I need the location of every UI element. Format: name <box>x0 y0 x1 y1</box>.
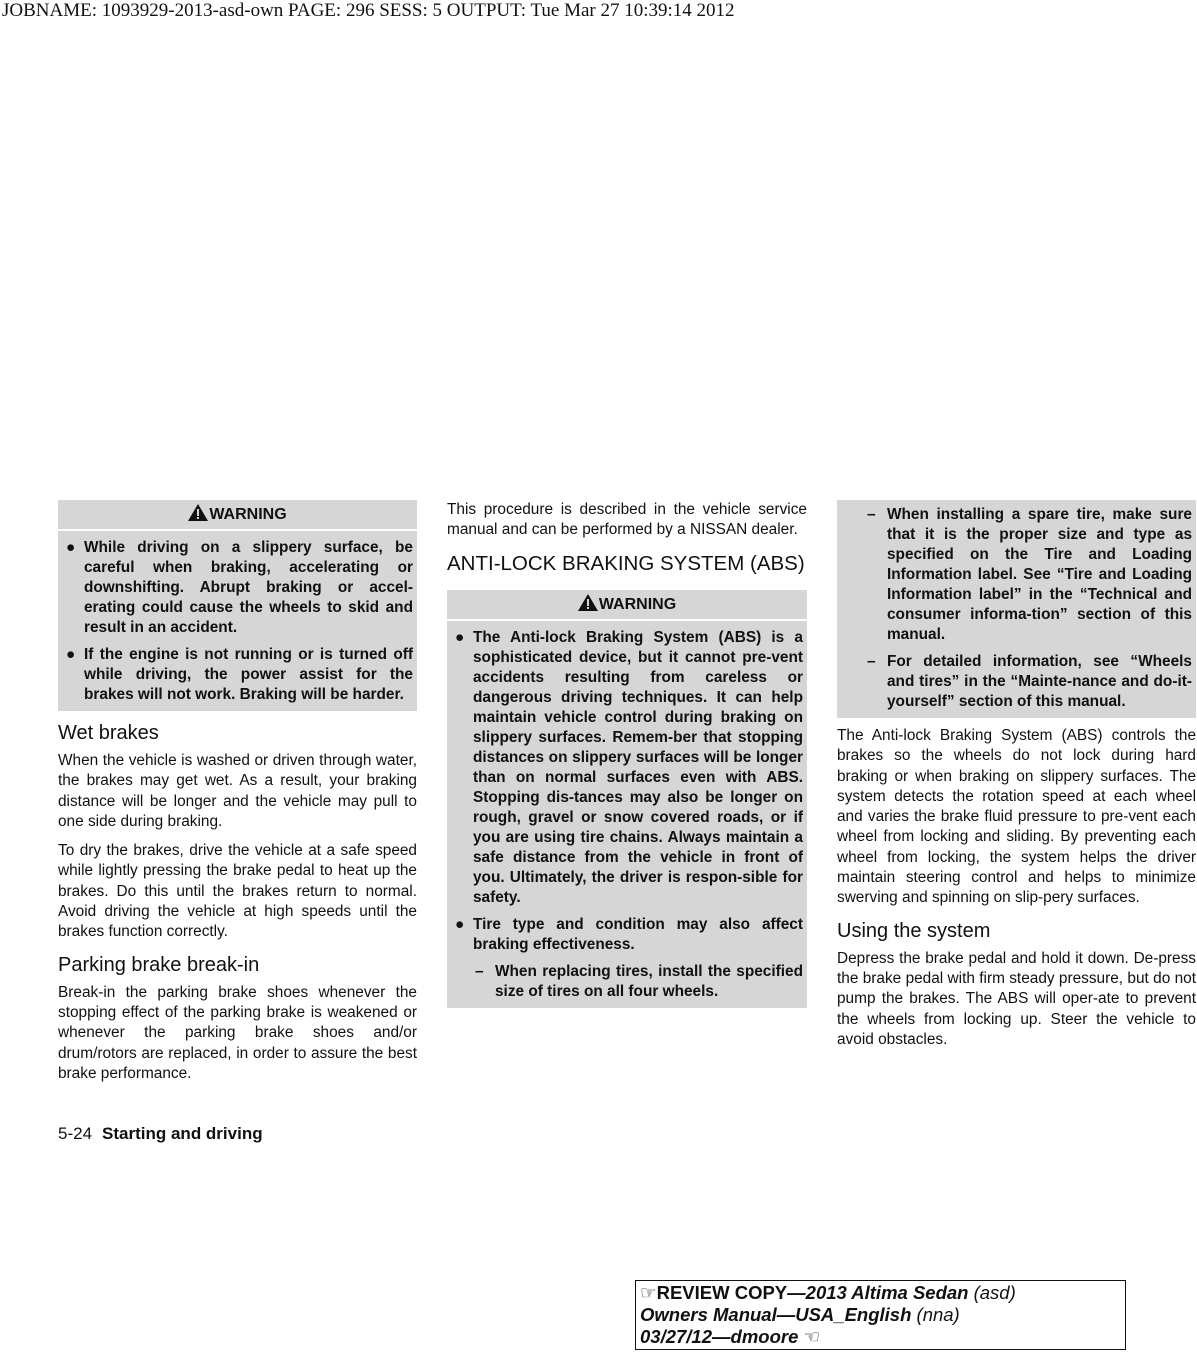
list-item <box>451 628 803 908</box>
paragraph: Depress the brake pedal and hold it down. De-press the brake pedal with firm steady pressure, but do not pump the brakes. The ABS will oper-ate to prevent the wheels from locking up. Steer the vehicle to avoid obstacles. <box>837 949 1196 1048</box>
section-name: Starting and driving <box>102 1124 263 1143</box>
warning-header <box>58 500 417 531</box>
heading-parking-brake: Parking brake break-in <box>58 953 260 976</box>
warning-title: WARNING <box>598 595 677 613</box>
review-code: (nna) <box>911 1304 960 1325</box>
warning-box-abs <box>447 590 807 1008</box>
page-footer <box>58 1124 263 1144</box>
warning-text: If the engine is not running or is turned off while driving, the power assist for the brakes will not work. Braking will be harder. <box>84 646 413 703</box>
paragraph: When the vehicle is washed or driven through water, the brakes may get wet. As a result, your braking distance will be longer and the vehicle may pull to one side during braking. <box>58 752 417 830</box>
paragraph: This procedure is described in the vehicle service manual and can be performed by a NISSAN dealer. <box>447 501 807 539</box>
warning-box-continued <box>837 500 1196 718</box>
review-line-1 <box>640 1282 1125 1304</box>
dash-text: When replacing tires, install the specified size of tires on all four wheels. <box>495 962 803 1000</box>
column-2 <box>447 500 807 1008</box>
review-prefix: REVIEW COPY— <box>656 1282 806 1303</box>
bullet-icon: ● <box>455 915 465 933</box>
paragraph: The Anti-lock Braking System (ABS) controls the brakes so the wheels do not lock during hard braking or when braking on slippery surfaces. The system detects the rotation speed at each wheel and varies the brake fluid pressure to pre-vent each wheel from locking and sliding. By preventing each wheel from locking, the system helps the driver maintain steering control and helps to minimize swerving and spinning on slip-pery surfaces. <box>837 727 1196 907</box>
list-item <box>62 538 413 638</box>
review-date: 03/27/12—dmoore <box>640 1326 799 1347</box>
hand-icon: ☜ <box>803 1326 821 1347</box>
review-line-2 <box>640 1304 1125 1326</box>
review-code: (asd) <box>968 1282 1016 1303</box>
page-number: 5-24 <box>58 1124 93 1143</box>
warning-header <box>447 590 807 621</box>
heading-abs: ANTI-LOCK BRAKING SYSTEM (ABS) <box>447 551 805 575</box>
bullet-icon: ● <box>455 628 465 646</box>
warning-triangle-icon <box>188 504 208 521</box>
dash-item: – When installing a spare tire, make sure that it is the proper size and type as specified on the Tire and Loading Information label. See “Tire and Loading Information label” in the “Technical and consumer informa-tion” section of this manual. <box>867 506 1192 643</box>
warning-text: Tire type and condition may also affect braking effectiveness. <box>473 915 803 953</box>
job-header-line: JOBNAME: 1093929-2013-asd-own PAGE: 296 SESS: 5 OUTPUT: Tue Mar 27 10:39:14 2012 <box>2 0 735 21</box>
dash-item: – When replacing tires, install the specified size of tires on all four wheels. <box>475 962 803 1000</box>
paragraph: To dry the brakes, drive the vehicle at a safe speed while lightly pressing the brake pedal to heat up the brakes. Do this until the brakes return to normal. Avoid driving the vehicle at high speeds until the brakes function correctly. <box>58 842 417 941</box>
column-3 <box>837 500 1196 1059</box>
column-1 <box>58 500 417 1093</box>
dash-text: For detailed information, see “Wheels and tires” in the “Mainte-nance and do-it-yourself” section of this manual. <box>887 653 1192 710</box>
review-line-3 <box>640 1326 1125 1348</box>
heading-wet-brakes: Wet brakes <box>58 722 159 744</box>
list-item <box>62 645 413 705</box>
heading-using-system: Using the system <box>837 919 991 942</box>
warning-text: While driving on a slippery surface, be careful when braking, accelerating or downshifting. Abrupt braking or accel-erating could cause the wheels to skid and result in an accident. <box>84 539 413 636</box>
warning-title: WARNING <box>209 506 287 523</box>
paragraph: Break-in the parking brake shoes whenever the stopping effect of the parking brake is weakened or whenever the parking brake shoes and/or drum/rotors are replaced, in order to assure the best brake performance. <box>58 983 417 1082</box>
list-item <box>451 915 803 955</box>
dash-text: When installing a spare tire, make sure that it is the proper size and type as specified on the Tire and Loading Information label. See “Tire and Loading Information label” in the “Technical and consumer informa-tion” section of this manual. <box>887 506 1192 643</box>
warning-triangle-icon <box>578 594 598 611</box>
review-manual: Owners Manual—USA_English <box>640 1304 912 1325</box>
review-copy-stamp <box>635 1280 1126 1350</box>
dash-item: – For detailed information, see “Wheels and tires” in the “Mainte-nance and do-it-yourself” section of this manual. <box>867 653 1192 710</box>
review-title: 2013 Altima Sedan <box>805 1282 969 1303</box>
bullet-icon: ● <box>66 646 76 663</box>
warning-box-brakes <box>58 500 417 711</box>
warning-text: The Anti-lock Braking System (ABS) is a sophisticated device, but it cannot pre-vent accidents resulting from careless or dangerous driving techniques. It can help maintain vehicle control during braking on slippery surfaces. Remem-ber that stopping distances on slippery surfaces will be longer than on normal surfaces even with ABS. Stopping dis-tances may also be longer on rough, gravel or snow covered roads, or if you are using tire chains. Always maintain a safe distance from the vehicle in front of you. Ultimately, the driver is respon-sible for safety. <box>473 628 803 906</box>
bullet-icon: ● <box>66 539 76 556</box>
pointing-hand-icon: ☞ <box>640 1282 657 1303</box>
